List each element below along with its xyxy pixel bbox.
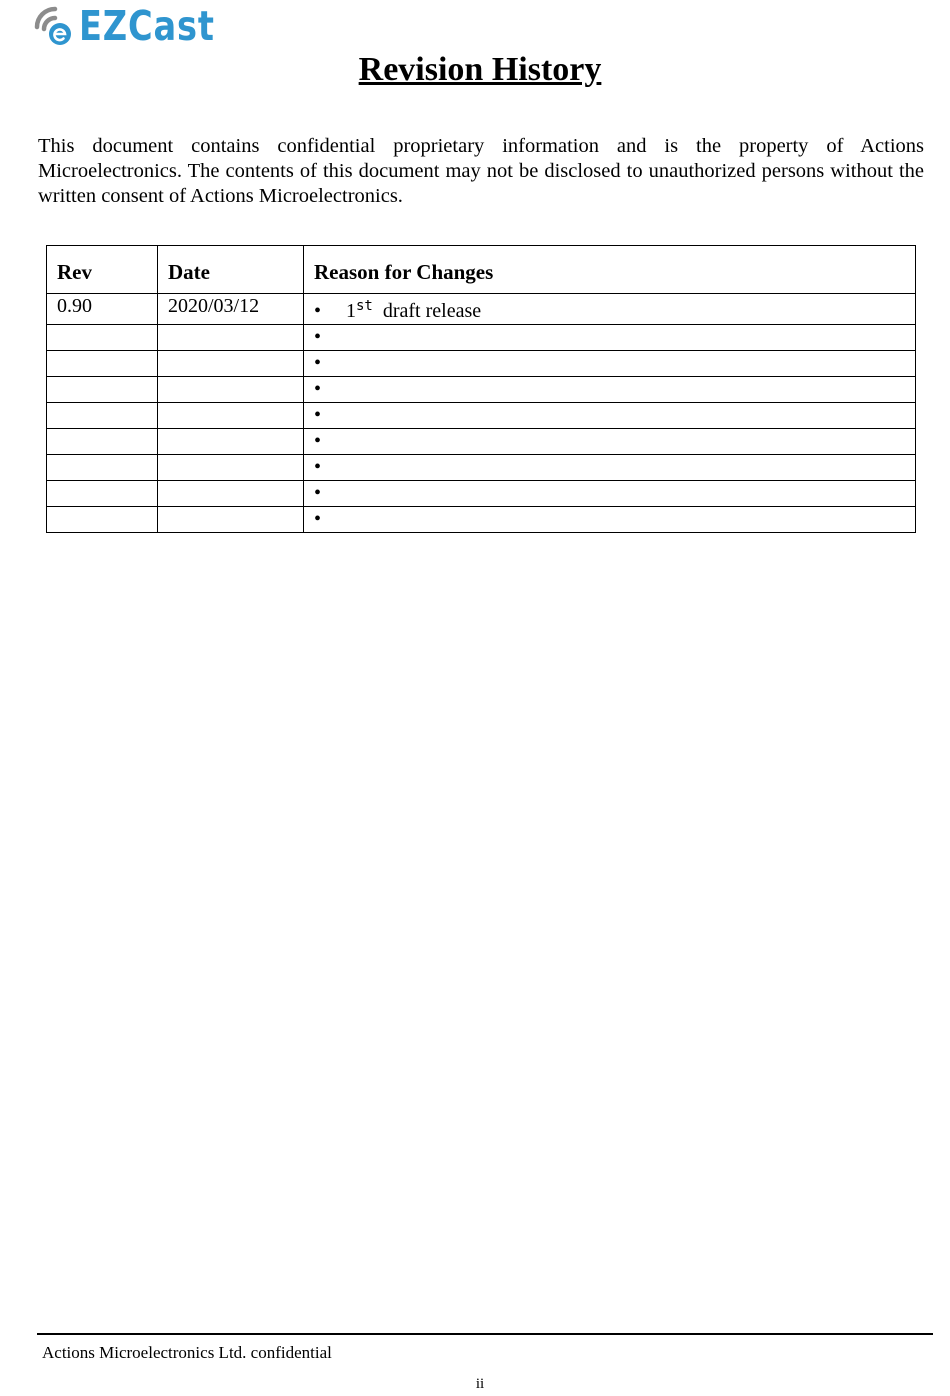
ezcast-logo — [33, 4, 245, 48]
table-row — [47, 455, 916, 481]
cell-date — [158, 507, 304, 533]
cell-rev — [47, 481, 158, 507]
column-header-date: Date — [158, 246, 304, 294]
cell-date — [158, 429, 304, 455]
column-header-rev: Rev — [47, 246, 158, 294]
ezcast-wifi-e-icon — [33, 5, 75, 47]
bullet-icon: • — [314, 430, 322, 452]
table-row — [47, 377, 916, 403]
cell-reason — [304, 507, 916, 533]
cell-date — [158, 403, 304, 429]
reason-ordinal-number: 1 — [346, 300, 356, 322]
footer-confidential: Actions Microelectronics Ltd. confidential — [42, 1343, 332, 1362]
cell-reason — [304, 481, 916, 507]
reason-ordinal-suffix: st — [356, 298, 373, 314]
bullet-icon: • — [314, 352, 322, 374]
page-number: ii — [475, 1376, 485, 1392]
table-row — [47, 294, 916, 325]
cell-reason — [304, 455, 916, 481]
cell-reason — [304, 294, 916, 325]
table-row — [47, 325, 916, 351]
cell-rev — [47, 403, 158, 429]
cell-rev — [47, 351, 158, 377]
cell-rev — [47, 429, 158, 455]
cell-date — [158, 481, 304, 507]
table-row — [47, 403, 916, 429]
table-row — [47, 429, 916, 455]
bullet-icon: • — [314, 456, 322, 478]
cell-reason — [304, 351, 916, 377]
cell-rev — [47, 507, 158, 533]
bullet-icon: • — [314, 378, 322, 400]
cell-rev — [47, 325, 158, 351]
table-row — [47, 351, 916, 377]
column-header-reason: Reason for Changes — [304, 246, 916, 294]
page-title: Revision History — [358, 51, 602, 88]
cell-rev: 0.90 — [47, 294, 158, 325]
table-header-row — [47, 246, 916, 294]
reason-text: draft release — [382, 300, 482, 322]
cell-reason — [304, 325, 916, 351]
confidentiality-notice: This document contains confidential proprietary information and is the property of Actions Microelectronics. The contents of this document may not be disclosed to unauthorized persons without the written consent of Actions Microelectronics. — [38, 135, 924, 207]
cell-reason — [304, 377, 916, 403]
bullet-icon: • — [314, 482, 322, 504]
cell-date — [158, 351, 304, 377]
cell-reason — [304, 403, 916, 429]
logo-text: EZCast — [79, 2, 215, 50]
cell-date — [158, 455, 304, 481]
cell-rev — [47, 377, 158, 403]
cell-date — [158, 325, 304, 351]
bullet-icon: • — [314, 404, 322, 426]
cell-rev — [47, 455, 158, 481]
cell-reason — [304, 429, 916, 455]
footer-divider — [37, 1333, 933, 1335]
table-row — [47, 481, 916, 507]
bullet-icon: • — [314, 326, 322, 348]
cell-date: 2020/03/12 — [158, 294, 304, 325]
bullet-icon: • — [314, 300, 322, 322]
revision-table — [46, 245, 916, 533]
cell-date — [158, 377, 304, 403]
table-row — [47, 507, 916, 533]
bullet-icon: • — [314, 508, 322, 530]
